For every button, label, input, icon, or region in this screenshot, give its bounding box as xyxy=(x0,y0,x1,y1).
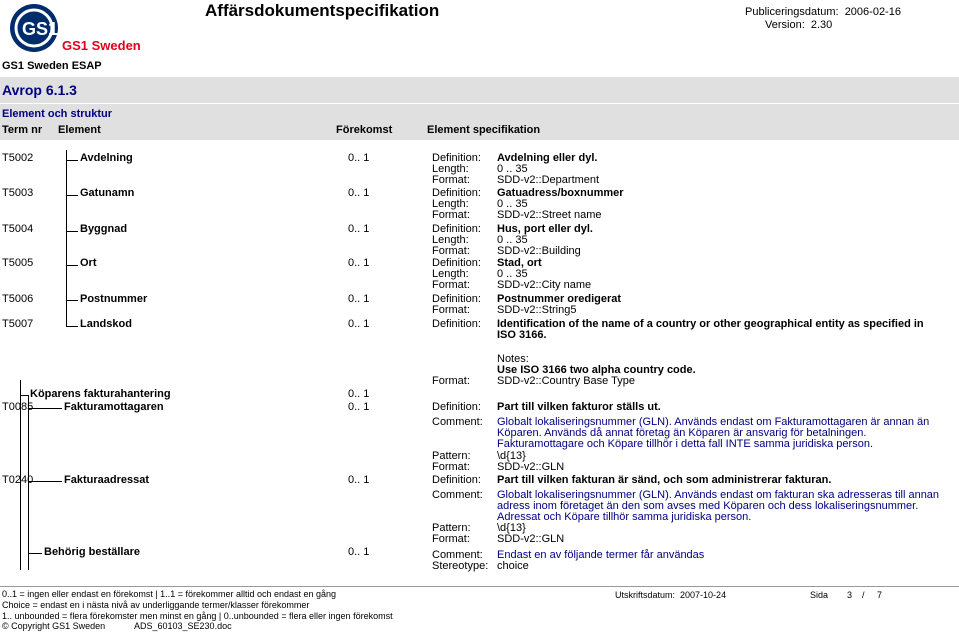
element-name: Gatunamn xyxy=(80,187,135,199)
stereotype: choice xyxy=(497,560,529,572)
definition: Part till vilken fakturan är sänd, och som administrerar fakturan. xyxy=(497,474,832,486)
definition: Postnummer oredigerat xyxy=(497,293,622,305)
page-number: 3 xyxy=(847,590,853,600)
term-number: T5007 xyxy=(2,318,34,330)
comment-line: adress inom företaget än den som avses med Köparen och dess lokaliseringsnummer. xyxy=(497,500,919,512)
occurrence: 0.. 1 xyxy=(348,474,370,486)
term-number: T5004 xyxy=(2,223,34,235)
logo-text: GS1 Sweden xyxy=(62,38,141,53)
page-label: Sida xyxy=(810,590,829,600)
doc-filename: ADS_60103_SE230.doc xyxy=(134,621,232,631)
occurrence: 0.. 1 xyxy=(348,257,370,269)
occurrence: 0.. 1 xyxy=(348,401,370,413)
term-number: T0240 xyxy=(2,474,34,486)
format: SDD-v2::String5 xyxy=(497,304,577,316)
comment-line: Fakturamottagare och Köpare tillhör i detta fall INTE samma juridiska person. xyxy=(497,438,873,450)
publication-date: Publiceringsdatum: 2006-02-16 xyxy=(745,6,901,18)
col-spec: Element specifikation xyxy=(427,124,541,136)
comment-line: Globalt lokaliseringsnummer (GLN). Används endast om Fakturamottagaren är annan än xyxy=(497,416,930,428)
element-name: Behörig beställare xyxy=(44,546,140,558)
footer-divider xyxy=(0,586,959,587)
element-name: Fakturamottagaren xyxy=(64,401,164,413)
element-name: Köparens fakturahantering xyxy=(30,388,171,400)
pattern: \d{13} xyxy=(497,450,526,462)
footer-legend-3: 1.. unbounded = flera förekomster men minst en gång | 0..unbounded = flera eller ingen förekomst xyxy=(2,611,393,621)
element-name: Ort xyxy=(80,257,97,269)
element-name: Postnummer xyxy=(80,293,148,305)
footer-legend-1: 0..1 = ingen eller endast en förekomst | 1..1 = förekommer alltid och endast en gång xyxy=(2,589,337,599)
format: SDD-v2::GLN xyxy=(497,533,565,545)
element-name: Avdelning xyxy=(80,152,133,164)
element-name: Fakturaadressat xyxy=(64,474,149,486)
format: SDD-v2::Street name xyxy=(497,209,602,221)
notes: Use ISO 3166 two alpha country code. xyxy=(497,364,696,376)
term-number: T5006 xyxy=(2,293,34,305)
col-occurrence: Förekomst xyxy=(336,124,393,136)
definition: Avdelning eller dyl. xyxy=(497,152,598,164)
definition-cont: ISO 3166. xyxy=(497,329,547,341)
element-name: Landskod xyxy=(80,318,132,330)
organization: GS1 Sweden ESAP xyxy=(2,60,102,72)
page-separator: / xyxy=(862,590,865,600)
format: SDD-v2::Department xyxy=(497,174,600,186)
definition: Part till vilken fakturor ställs ut. xyxy=(497,401,661,413)
format: SDD-v2::City name xyxy=(497,279,592,291)
format: SDD-v2::Country Base Type xyxy=(497,375,635,387)
footer-legend-2: Choice = endast en i nästa nivå av underliggande termer/klasser förekommer xyxy=(2,600,310,610)
length: 0 .. 35 xyxy=(497,234,528,246)
term-number: T5005 xyxy=(2,257,34,269)
length: 0 .. 35 xyxy=(497,198,528,210)
message-bar xyxy=(0,77,959,103)
message-title: Avrop 6.1.3 xyxy=(2,82,77,98)
occurrence: 0.. 1 xyxy=(348,318,370,330)
occurrence: 0.. 1 xyxy=(348,388,370,400)
section-title: Element och struktur xyxy=(2,108,113,120)
definition: Identification of the name of a country or other geographical entity as specified in xyxy=(497,318,924,330)
occurrence: 0.. 1 xyxy=(348,187,370,199)
definition: Stad, ort xyxy=(497,257,542,269)
definition: Gatuadress/boxnummer xyxy=(497,187,624,199)
occurrence: 0.. 1 xyxy=(348,546,370,558)
print-date: Utskriftsdatum: 2007-10-24 xyxy=(615,590,727,600)
length: 0 .. 35 xyxy=(497,268,528,280)
occurrence: 0.. 1 xyxy=(348,152,370,164)
occurrence: 0.. 1 xyxy=(348,223,370,235)
length: 0 .. 35 xyxy=(497,163,528,175)
document-title: Affärsdokumentspecifikation xyxy=(205,1,440,20)
comment-line: Köparen. Används då annat företag än Köparen är ansvarig för betalningen. xyxy=(497,427,867,439)
svg-text:GS1: GS1 xyxy=(22,19,59,39)
comment-line: Adressat och Köpare tillhör samma juridiska person. xyxy=(497,511,752,523)
copyright: © Copyright GS1 Sweden xyxy=(2,621,106,631)
pattern: \d{13} xyxy=(497,522,526,534)
version: Version: 2.30 xyxy=(765,19,833,31)
term-number: T5003 xyxy=(2,187,34,199)
term-number: T0085 xyxy=(2,401,34,413)
comment-line: Globalt lokaliseringsnummer (GLN). Används endast om fakturan ska adresseras till annan xyxy=(497,489,940,501)
format: SDD-v2::GLN xyxy=(497,461,565,473)
format: SDD-v2::Building xyxy=(497,245,581,257)
col-element: Element xyxy=(58,124,101,136)
occurrence: 0.. 1 xyxy=(348,293,370,305)
comment-line: Endast en av följande termer får användas xyxy=(497,549,705,561)
col-term: Term nr xyxy=(2,124,43,136)
definition: Hus, port eller dyl. xyxy=(497,223,593,235)
page-count: 7 xyxy=(877,590,883,600)
term-number: T5002 xyxy=(2,152,34,164)
notes-label: Notes: xyxy=(497,353,529,365)
gs1-sweden-logo xyxy=(8,2,141,54)
element-name: Byggnad xyxy=(80,223,128,235)
